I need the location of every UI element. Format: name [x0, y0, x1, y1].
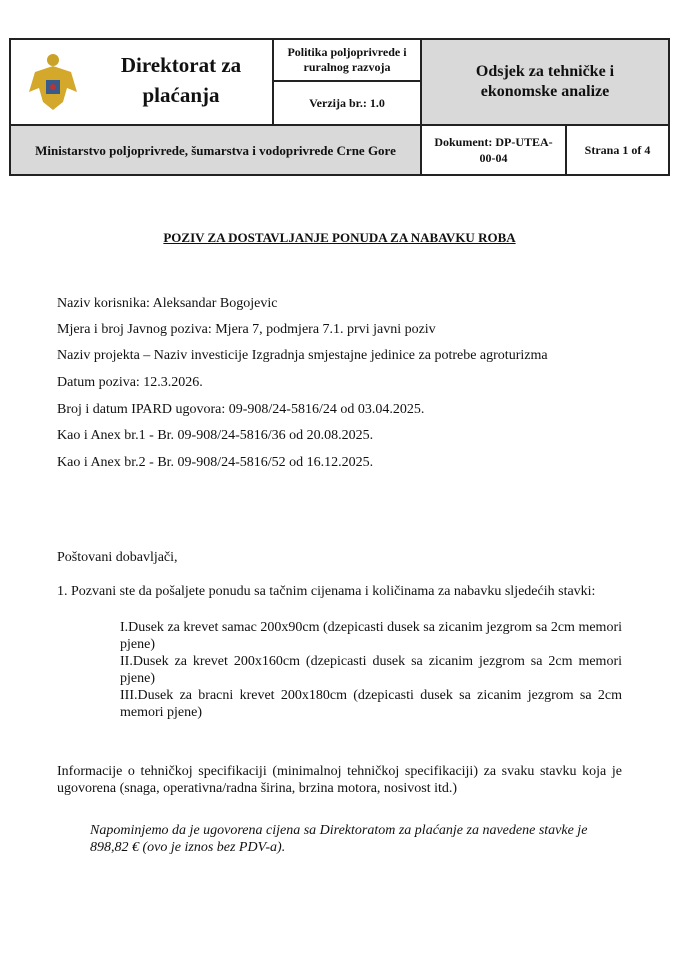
document-code-cell: Dokument: DP-UTEA-00-04 — [422, 126, 567, 174]
point-1: 1. Pozvani ste da pošaljete ponudu sa tačnim cijenama i količinama za nabavku sljedećih stavki: — [57, 584, 596, 599]
item-2: II.Dusek za krevet 200x160cm (dzepicasti dusek sa zicanim jezgrom sa 2cm memori pjene) — [120, 654, 622, 686]
field-annex-1: Kao i Anex br.1 - Br. 09-908/24-5816/36 od 20.08.2025. — [57, 428, 374, 443]
field-date: Datum poziva: 12.3.2026. — [57, 375, 203, 390]
item-3: III.Dusek za bracni krevet 200x180cm (dzepicasti dusek sa zicanim jezgrom sa 2cm memori pjene) — [120, 688, 622, 720]
field-measure: Mjera i broj Javnog poziva: Mjera 7, podmjera 7.1. prvi javni poziv — [57, 322, 436, 337]
page-number-cell: Strana 1 of 4 — [584, 142, 651, 157]
field-project: Naziv projekta – Naziv investicije Izgradnja smjestajne jedinice za potrebe agroturizma — [57, 348, 548, 363]
spec-info: Informacije o tehničkoj specifikaciji (minimalnoj tehničkoj specifikaciji) za svaku stavku koja je ugovorena (snaga, operativna/radna širina, brzina motora, nosivost itd.) — [57, 764, 622, 796]
document-header-table — [9, 38, 670, 176]
montenegro-coat-of-arms-icon — [25, 52, 81, 114]
policy-cell: Politika poljoprivrede i ruralnog razvoja — [274, 40, 422, 82]
field-annex-2: Kao i Anex br.2 - Br. 09-908/24-5816/52 od 16.12.2025. — [57, 455, 374, 470]
department-cell: Odsjek za tehničke i ekonomske analize — [422, 40, 668, 126]
org-title: Direktorat za plaćanja — [120, 53, 242, 107]
document-title: POZIV ZA DOSTAVLJANJE PONUDA ZA NABAVKU ROBA — [163, 230, 516, 245]
field-beneficiary: Naziv korisnika: Aleksandar Bogojevic — [57, 296, 278, 311]
item-1: I.Dusek za krevet samac 200x90cm (dzepicasti dusek sa zicanim jezgrom sa 2cm memori pjene) — [120, 620, 622, 652]
greeting: Poštovani dobavljači, — [57, 550, 178, 565]
org-cell — [11, 40, 274, 126]
price-note: Napominjemo da je ugovorena cijena sa Direktoratom za plaćanje za navedene stavke je 898,82 € (ovo je iznos bez PDV-a). — [90, 823, 588, 855]
ministry-cell: Ministarstvo poljoprivrede, šumarstva i vodoprivrede Crne Gore — [11, 126, 422, 174]
version-cell: Verzija br.: 1.0 — [274, 82, 422, 126]
field-contract: Broj i datum IPARD ugovora: 09-908/24-5816/24 od 03.04.2025. — [57, 402, 425, 417]
